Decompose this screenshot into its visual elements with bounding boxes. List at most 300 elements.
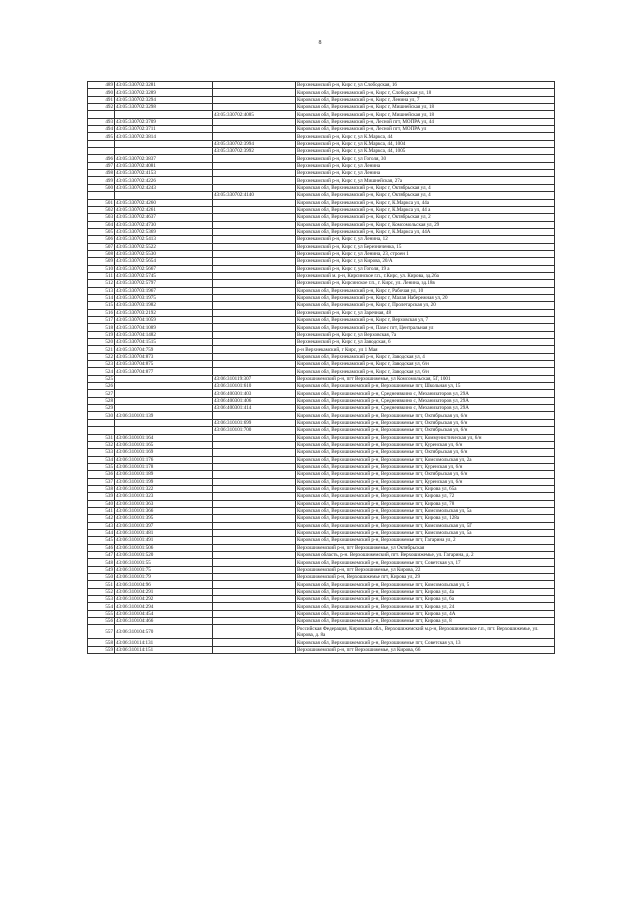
table-row <box>88 104 555 111</box>
table-row <box>88 574 555 581</box>
linked-cadastral-number-cell <box>213 566 296 573</box>
address-cell: Кировская обл, Верхнекамский р-н, Кирс г, Рабочая ул, 10 <box>296 287 555 294</box>
row-number-cell: 537 <box>88 478 115 485</box>
row-number-cell: 538 <box>88 485 115 492</box>
address-cell: Кировская обл, Верхошижемский р-н, Верхошижемье пгт, Гагарина ул, 2 <box>296 537 555 544</box>
linked-cadastral-number-cell <box>213 89 296 96</box>
linked-cadastral-number-cell <box>213 250 296 257</box>
row-number-cell: 559 <box>88 646 115 653</box>
row-number-cell: 545 <box>88 537 115 544</box>
address-cell: Верхнекамский р-н, Кирс г, ул Гоголя, 19 а <box>296 265 555 272</box>
address-cell: Кировская область, р-н. Верхошижемский, пгт. Верхошижемье, ул. Гагарина, д. 2 <box>296 552 555 559</box>
cadastral-number-cell: 43:06:310101:199 <box>115 478 213 485</box>
address-cell: Кировская обл, Верхнекамский р-н, Кирс г, Октябрьская ул, 2 <box>296 214 555 221</box>
cadastral-number-cell: 43:06:310101:55 <box>115 559 213 566</box>
row-number-cell: 543 <box>88 522 115 529</box>
table-row <box>88 184 555 191</box>
table-row <box>88 368 555 375</box>
linked-cadastral-number-cell <box>213 272 296 279</box>
row-number-cell <box>88 192 115 199</box>
cadastral-number-cell <box>115 140 213 147</box>
cadastral-number-cell: 43:05:330702:4261 <box>115 206 213 213</box>
table-row <box>88 412 555 419</box>
address-cell: Верхнекамский р-н, Кирс г, ул Ленина, 12 <box>296 236 555 243</box>
linked-cadastral-number-cell <box>213 463 296 470</box>
address-cell: Кировская обл, Верхошижемский р-н, Верхошижемье пгт, Куренская ул, 6/н <box>296 463 555 470</box>
address-cell: Кировская обл, Верхнекамский р-н, Пахес пгт, Центральная ул <box>296 324 555 331</box>
cadastral-number-cell: 43:06:310114:131 <box>115 639 213 646</box>
cadastral-number-cell: 43:06:310101:75 <box>115 566 213 573</box>
address-cell: Кировская обл, Верхошижемский р-н, Верхошижемье пгт, Кирова ул, 72 <box>296 493 555 500</box>
address-cell: Верхнекамский р-н, Кирс г, ул Заводская, 6 <box>296 339 555 346</box>
cadastral-number-cell: 43:05:330704:1515 <box>115 339 213 346</box>
table-row <box>88 625 555 639</box>
row-number-cell: 525 <box>88 375 115 382</box>
row-number-cell: 536 <box>88 471 115 478</box>
address-cell: Верхнекамский р-н, Кирс г, ул Слободская, 16 <box>296 82 555 89</box>
table-row <box>88 317 555 324</box>
table-row <box>88 89 555 96</box>
registry-table <box>87 81 555 654</box>
linked-cadastral-number-cell <box>213 596 296 603</box>
page-number: 8 <box>318 40 322 46</box>
row-number-cell: 555 <box>88 610 115 617</box>
address-cell: Кировская обл, Верхошижемский р-н, Верхошижемье пгт, Комсомольская ул, 5Г <box>296 522 555 529</box>
row-number-cell: 502 <box>88 206 115 213</box>
address-cell: Верхнекамский р-н, Кирс г, ул Кирова, 20/А <box>296 258 555 265</box>
address-cell: Кировская обл, Верхнекамский р-н, Кирс г, Заводская ул, 4 <box>296 353 555 360</box>
cadastral-number-cell <box>115 419 213 426</box>
row-number-cell: 494 <box>88 126 115 133</box>
table-row <box>88 126 555 133</box>
row-number-cell: 554 <box>88 603 115 610</box>
cadastral-number-cell <box>115 405 213 412</box>
cadastral-number-cell: 43:05:330702:5369 <box>115 228 213 235</box>
address-cell: Кировская обл, Верхошижемский р-н, Верхошижемье пгт, Комсомольская ул, 2а <box>296 456 555 463</box>
address-cell: Кировская обл, Верхошижемский р-н, Верхошижемье пгт, Комсомольская ул, 5а <box>296 529 555 536</box>
address-cell: Кировская обл, Верхошижемский р-н, Верхошижемье пгт, Комсомольская ул, 5а <box>296 507 555 514</box>
table-row <box>88 236 555 243</box>
table-row <box>88 324 555 331</box>
linked-cadastral-number-cell <box>213 287 296 294</box>
table-row <box>88 463 555 470</box>
linked-cadastral-number-cell <box>213 82 296 89</box>
row-number-cell: 532 <box>88 441 115 448</box>
address-cell: Кировская обл, Верхнекамский р-н, Кирс г, Октябрьская ул, 4 <box>296 192 555 199</box>
cadastral-number-cell: 43:05:330702:4260 <box>115 199 213 206</box>
address-cell: Кировская обл, Верхошижемский р-н, Верхошижемье пгт, Советская ул, 17 <box>296 559 555 566</box>
cadastral-number-cell: 43:05:330703:1982 <box>115 302 213 309</box>
address-cell: Кировская обл, Верхошижемский р-н, Верхошижемье пгт, Кирова ул, 6а <box>296 596 555 603</box>
row-number-cell: 528 <box>88 397 115 404</box>
address-cell: Верхнекамский р-н, Кирс г, ул Ленина <box>296 162 555 169</box>
linked-cadastral-number-cell <box>213 361 296 368</box>
cadastral-number-cell: 43:05:330702:4637 <box>115 214 213 221</box>
linked-cadastral-number-cell: 43:06:310101:610 <box>213 383 296 390</box>
address-cell: Верхнекамский р-н, Кирс г, ул К.Маркса, 44 <box>296 133 555 140</box>
cadastral-number-cell: 43:05:330702:5654 <box>115 258 213 265</box>
table-row <box>88 192 555 199</box>
linked-cadastral-number-cell <box>213 507 296 514</box>
row-number-cell: 533 <box>88 449 115 456</box>
table-row <box>88 522 555 529</box>
cadastral-number-cell: 43:05:330704:1059 <box>115 317 213 324</box>
address-cell: Верхошижемский р-н, пгт Верхошижемье, ул Кирова, 22 <box>296 566 555 573</box>
table-row <box>88 170 555 177</box>
row-number-cell: 558 <box>88 639 115 646</box>
row-number-cell: 511 <box>88 272 115 279</box>
cadastral-number-cell <box>115 390 213 397</box>
row-number-cell: 526 <box>88 383 115 390</box>
table-row <box>88 588 555 595</box>
table-row <box>88 390 555 397</box>
cadastral-number-cell <box>115 111 213 118</box>
cadastral-number-cell: 43:06:310101:323 <box>115 493 213 500</box>
linked-cadastral-number-cell <box>213 478 296 485</box>
table-row <box>88 287 555 294</box>
linked-cadastral-number-cell <box>213 214 296 221</box>
address-cell: Верхнекамский р-н, Кирс г, ул К.Маркса, 44, 1004 <box>296 140 555 147</box>
address-cell: Верхнекамский р-н, Кирс г, ул К.Маркса, 44, 1005 <box>296 148 555 155</box>
address-cell: Кировская обл, Верхнекамский р-н, Кирс г, Слободская ул, 18 <box>296 89 555 96</box>
linked-cadastral-number-cell <box>213 339 296 346</box>
table-row <box>88 552 555 559</box>
row-number-cell: 504 <box>88 221 115 228</box>
address-cell: Кировская обл, Верхошижемский р-н, Верхошижемье пгт, Кирова ул, 78 <box>296 500 555 507</box>
table-row <box>88 258 555 265</box>
address-cell: Кировская обл, Верхошижемский р-н, Верхошижемье пгт, Октябрьская ул, 6/н <box>296 419 555 426</box>
row-number-cell: 524 <box>88 368 115 375</box>
table-row <box>88 419 555 426</box>
row-number-cell: 489 <box>88 82 115 89</box>
table-row <box>88 596 555 603</box>
row-number-cell: 529 <box>88 405 115 412</box>
cadastral-number-cell: 43:05:330702:4153 <box>115 170 213 177</box>
cadastral-number-cell: 43:06:310104:570 <box>115 625 213 639</box>
cadastral-number-cell: 43:05:330702:5522 <box>115 243 213 250</box>
address-cell: Кировская обл, Верхошижемский р-н, Верхошижемье пгт, Кирова ул, 24 <box>296 603 555 610</box>
table-row <box>88 206 555 213</box>
address-cell: Кировская обл, Верхнекамский р-н, Кирс г, Пролетарская ул, 20 <box>296 302 555 309</box>
row-number-cell: 546 <box>88 544 115 551</box>
cadastral-number-cell: 43:06:310114:151 <box>115 646 213 653</box>
address-cell: Верхнекамский р-н, Кирс г, ул Ленина <box>296 170 555 177</box>
linked-cadastral-number-cell <box>213 302 296 309</box>
linked-cadastral-number-cell <box>213 522 296 529</box>
address-cell: Кировская обл, Верхошижемский р-н, Верхошижемье пгт, Октябрьская ул, 6/н <box>296 412 555 419</box>
linked-cadastral-number-cell <box>213 353 296 360</box>
table-row <box>88 375 555 382</box>
linked-cadastral-number-cell <box>213 646 296 653</box>
row-number-cell: 517 <box>88 317 115 324</box>
address-cell: Кировская обл, Верхошижемский р-н, Верхошижемье пгт, Кирова ул, 4А <box>296 610 555 617</box>
linked-cadastral-number-cell: 43:06:310119:307 <box>213 375 296 382</box>
address-cell: Кировская обл, Верхнекамский р-н, Кирс г, Верховская ул, 7 <box>296 317 555 324</box>
row-number-cell: 520 <box>88 339 115 346</box>
row-number-cell: 492 <box>88 104 115 111</box>
row-number-cell: 516 <box>88 309 115 316</box>
linked-cadastral-number-cell <box>213 228 296 235</box>
linked-cadastral-number-cell: 43:05:330702:4140 <box>213 192 296 199</box>
address-cell: Верхнекамский р-н, Кирс г, ул Верховская, 7а <box>296 331 555 338</box>
cadastral-number-cell: 43:05:330704:875 <box>115 361 213 368</box>
row-number-cell: 550 <box>88 574 115 581</box>
row-number-cell: 539 <box>88 493 115 500</box>
table-row <box>88 646 555 653</box>
cadastral-number-cell: 43:06:310101:178 <box>115 463 213 470</box>
address-cell: Верхнекамский р-н, Кирс г, ул Ленина, 23, строен 1 <box>296 250 555 257</box>
linked-cadastral-number-cell <box>213 258 296 265</box>
linked-cadastral-number-cell <box>213 324 296 331</box>
row-number-cell: 508 <box>88 250 115 257</box>
address-cell: Верхнекамский р-н, Кирс г, ул Гоголя, 30 <box>296 155 555 162</box>
cadastral-number-cell: 43:05:330704:1089 <box>115 324 213 331</box>
table-row <box>88 493 555 500</box>
row-number-cell: 541 <box>88 507 115 514</box>
table-row <box>88 639 555 646</box>
address-cell: Кировская обл, Верхнекамский р-н, Лесной пгт, МОПРА ул <box>296 126 555 133</box>
address-cell: Кировская обл, Верхошижемский р-н, Среднеивкино с, Механизаторов ул, 29А <box>296 405 555 412</box>
address-cell: Верхнекамский р-н, Кирс г, ул Мишнейская, 27а <box>296 177 555 184</box>
cadastral-number-cell <box>115 148 213 155</box>
row-number-cell <box>88 427 115 434</box>
table-row <box>88 456 555 463</box>
row-number-cell: 544 <box>88 529 115 536</box>
row-number-cell: 506 <box>88 236 115 243</box>
table-row <box>88 162 555 169</box>
linked-cadastral-number-cell <box>213 618 296 625</box>
address-cell: Кировская обл, Верхошижемский р-н, Верхошижемье пгт, Кирова ул, 128а <box>296 515 555 522</box>
row-number-cell: 530 <box>88 412 115 419</box>
table-row <box>88 118 555 125</box>
table-row <box>88 471 555 478</box>
linked-cadastral-number-cell <box>213 177 296 184</box>
row-number-cell: 523 <box>88 361 115 368</box>
cadastral-number-cell: 43:06:310101:395 <box>115 515 213 522</box>
table-row <box>88 250 555 257</box>
linked-cadastral-number-cell <box>213 456 296 463</box>
linked-cadastral-number-cell: 43:06:400301:403 <box>213 390 296 397</box>
registry-table-body <box>88 82 555 654</box>
address-cell: Кировская обл, Верхошижемский р-н, Верхошижемье пгт, Школьная ул, 15 <box>296 383 555 390</box>
address-cell: Кировская обл, Верхошижемский р-н, Верхошижемье пгт, Коммунистическая ул, 6/н <box>296 434 555 441</box>
row-number-cell: 551 <box>88 581 115 588</box>
linked-cadastral-number-cell <box>213 639 296 646</box>
linked-cadastral-number-cell <box>213 104 296 111</box>
linked-cadastral-number-cell <box>213 434 296 441</box>
row-number-cell: 509 <box>88 258 115 265</box>
table-row <box>88 177 555 184</box>
table-row <box>88 199 555 206</box>
cadastral-number-cell: 43:06:310101:363 <box>115 500 213 507</box>
row-number-cell: 518 <box>88 324 115 331</box>
linked-cadastral-number-cell <box>213 441 296 448</box>
table-row <box>88 361 555 368</box>
linked-cadastral-number-cell <box>213 294 296 301</box>
cadastral-number-cell: 43:05:330702:3837 <box>115 155 213 162</box>
linked-cadastral-number-cell <box>213 603 296 610</box>
address-cell: Кировская обл, Верхошижемский р-н, Верхошижемье пгт, Куренская ул, 6/н <box>296 478 555 485</box>
linked-cadastral-number-cell <box>213 412 296 419</box>
table-row <box>88 265 555 272</box>
table-row <box>88 228 555 235</box>
row-number-cell: 499 <box>88 177 115 184</box>
address-cell: Кировская обл, Верхнекамский р-н, Кирс г, Октябрьская ул, 4 <box>296 184 555 191</box>
row-number-cell: 495 <box>88 133 115 140</box>
cadastral-number-cell: 43:05:330702:4226 <box>115 177 213 184</box>
table-row <box>88 485 555 492</box>
linked-cadastral-number-cell <box>213 199 296 206</box>
cadastral-number-cell: 43:06:310104:96 <box>115 581 213 588</box>
row-number-cell: 548 <box>88 559 115 566</box>
table-row <box>88 96 555 103</box>
linked-cadastral-number-cell <box>213 309 296 316</box>
cadastral-number-cell: 43:05:330702:3289 <box>115 89 213 96</box>
table-row <box>88 515 555 522</box>
address-cell: Кировская обл, Верхошижемский р-н, Верхошижемье пгт, Октябрьская ул, 6/н <box>296 471 555 478</box>
address-cell: Верхошижемский р-н, пгт Верхошижемье, ул Октябрьская <box>296 544 555 551</box>
table-row <box>88 221 555 228</box>
cadastral-number-cell: 43:06:310101:79 <box>115 574 213 581</box>
cadastral-number-cell: 43:05:330703:1967 <box>115 287 213 294</box>
table-row <box>88 155 555 162</box>
linked-cadastral-number-cell <box>213 493 296 500</box>
table-row <box>88 346 555 353</box>
row-number-cell: 491 <box>88 96 115 103</box>
linked-cadastral-number-cell <box>213 317 296 324</box>
row-number-cell: 493 <box>88 118 115 125</box>
table-row <box>88 581 555 588</box>
row-number-cell: 496 <box>88 155 115 162</box>
linked-cadastral-number-cell <box>213 96 296 103</box>
row-number-cell: 510 <box>88 265 115 272</box>
linked-cadastral-number-cell <box>213 236 296 243</box>
table-row <box>88 566 555 573</box>
row-number-cell: 507 <box>88 243 115 250</box>
row-number-cell: 512 <box>88 280 115 287</box>
cadastral-number-cell: 43:05:330702:3294 <box>115 96 213 103</box>
address-cell: Кировская обл, Верхнекамский р-н, Кирс г, К.Маркса ул, 44а <box>296 199 555 206</box>
linked-cadastral-number-cell <box>213 133 296 140</box>
cadastral-number-cell: 43:06:310101:189 <box>115 471 213 478</box>
table-row <box>88 272 555 279</box>
linked-cadastral-number-cell <box>213 346 296 353</box>
linked-cadastral-number-cell <box>213 529 296 536</box>
linked-cadastral-number-cell: 43:05:330702:3994 <box>213 140 296 147</box>
linked-cadastral-number-cell <box>213 155 296 162</box>
cadastral-number-cell: 43:06:310101:322 <box>115 485 213 492</box>
table-row <box>88 405 555 412</box>
cadastral-number-cell: 43:06:310104:291 <box>115 588 213 595</box>
table-row <box>88 610 555 617</box>
address-cell: Кировская обл, Верхнекамский р-н, Кирс г, Мишнейская ул, 18 <box>296 104 555 111</box>
linked-cadastral-number-cell <box>213 552 296 559</box>
linked-cadastral-number-cell <box>213 170 296 177</box>
address-cell: Верхнекамский р-н, Кирс г, ул Заречная, 48 <box>296 309 555 316</box>
row-number-cell: 527 <box>88 390 115 397</box>
row-number-cell: 490 <box>88 89 115 96</box>
row-number-cell: 540 <box>88 500 115 507</box>
row-number-cell: 531 <box>88 434 115 441</box>
linked-cadastral-number-cell <box>213 581 296 588</box>
linked-cadastral-number-cell: 43:05:330702:3992 <box>213 148 296 155</box>
cadastral-number-cell: 43:05:330702:5797 <box>115 280 213 287</box>
table-row <box>88 397 555 404</box>
table-row <box>88 243 555 250</box>
cadastral-number-cell: 43:06:310101:397 <box>115 522 213 529</box>
cadastral-number-cell: 43:06:310104:292 <box>115 596 213 603</box>
linked-cadastral-number-cell <box>213 126 296 133</box>
address-cell: Кировская обл, Верхнекамский р-н, Кирс г, К.Маркса ул, 44 а <box>296 206 555 213</box>
linked-cadastral-number-cell: 43:06:400301:406 <box>213 397 296 404</box>
row-number-cell: 547 <box>88 552 115 559</box>
table-row <box>88 544 555 551</box>
cadastral-number-cell <box>115 192 213 199</box>
cadastral-number-cell: 43:06:310101:176 <box>115 456 213 463</box>
row-number-cell: 549 <box>88 566 115 573</box>
table-row <box>88 214 555 221</box>
table-row <box>88 537 555 544</box>
row-number-cell: 503 <box>88 214 115 221</box>
row-number-cell: 534 <box>88 456 115 463</box>
row-number-cell: 542 <box>88 515 115 522</box>
row-number-cell: 522 <box>88 353 115 360</box>
address-cell: Кировская обл, Верхнекамский р-н, Кирс г, Малая Набережная ул, 20 <box>296 294 555 301</box>
address-cell: Кировская обл, Верхнекамский р-н, Кирс г, Комсомольская ул, 29 <box>296 221 555 228</box>
address-cell: Верхошижемский р-н, Верхошижемье пгт, Кирова ул, 29 <box>296 574 555 581</box>
linked-cadastral-number-cell <box>213 221 296 228</box>
address-cell: Кировская обл, Верхошижемский р-н, Среднеивкино с, Механизаторов ул, 29А <box>296 397 555 404</box>
address-cell: Кировская обл, Верхнекамский р-н, Кирс г, Мишнейская ул, 18 <box>296 111 555 118</box>
linked-cadastral-number-cell <box>213 118 296 125</box>
linked-cadastral-number-cell: 43:05:330702:4085 <box>213 111 296 118</box>
table-row <box>88 427 555 434</box>
linked-cadastral-number-cell <box>213 559 296 566</box>
row-number-cell: 500 <box>88 184 115 191</box>
address-cell: Кировская обл, Верхнекамский р-н, Кирс г, К.Маркса ул, 44А <box>296 228 555 235</box>
cadastral-number-cell: 43:05:330704:1482 <box>115 331 213 338</box>
address-cell: Российская Федерация, Кировская обл., Верхошижемский м.р-н, Верхошижемское г.п., пгт. Верхошижемье, ул. Кирова, д. 8а <box>296 625 555 639</box>
linked-cadastral-number-cell <box>213 331 296 338</box>
cadastral-number-cell: 43:06:310101:169 <box>115 449 213 456</box>
linked-cadastral-number-cell <box>213 449 296 456</box>
address-cell: Верхнекамский р-н, Кирсинское г.п., г. Кирс, ул. Ленина, зд.18в <box>296 280 555 287</box>
table-row <box>88 603 555 610</box>
table-row <box>88 500 555 507</box>
row-number-cell: 498 <box>88 170 115 177</box>
linked-cadastral-number-cell: 43:06:400301:414 <box>213 405 296 412</box>
cadastral-number-cell: 43:06:310104:454 <box>115 610 213 617</box>
linked-cadastral-number-cell <box>213 544 296 551</box>
row-number-cell: 552 <box>88 588 115 595</box>
cadastral-number-cell: 43:05:330702:3711 <box>115 126 213 133</box>
cadastral-number-cell: 43:06:310104:466 <box>115 618 213 625</box>
cadastral-number-cell: 43:06:310101:139 <box>115 412 213 419</box>
table-row <box>88 434 555 441</box>
table-row <box>88 280 555 287</box>
address-cell: Кировская обл, Верхнекамский р-н, Лесной пгт, МОПРА ул, 44 <box>296 118 555 125</box>
row-number-cell: 557 <box>88 625 115 639</box>
table-row <box>88 559 555 566</box>
cadastral-number-cell: 43:06:310101:491 <box>115 537 213 544</box>
linked-cadastral-number-cell <box>213 574 296 581</box>
cadastral-number-cell: 43:05:330704:759 <box>115 346 213 353</box>
linked-cadastral-number-cell <box>213 368 296 375</box>
row-number-cell: 501 <box>88 199 115 206</box>
cadastral-number-cell: 43:05:330703:1975 <box>115 294 213 301</box>
row-number-cell: 514 <box>88 294 115 301</box>
row-number-cell: 519 <box>88 331 115 338</box>
